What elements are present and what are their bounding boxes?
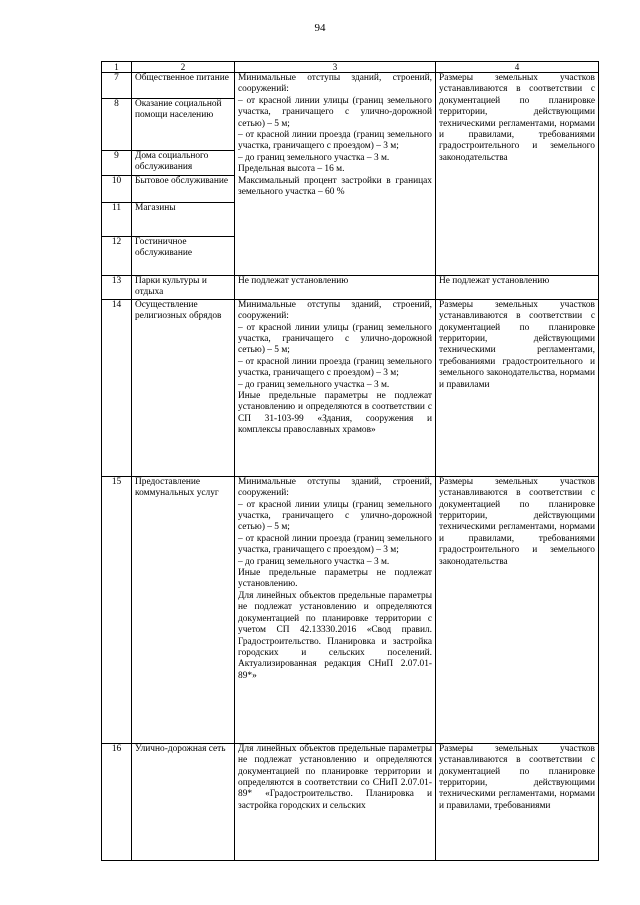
size-line: Размеры земельных участков устанавливаются в соответствии с документацией по планировке территории, действующими техническими регламентами, нормами и правилами, требованиями градостроительного и земельного законодательства xyxy=(439,476,595,567)
table-row xyxy=(102,299,599,476)
size-line: Размеры земельных участков устанавливаются в соответствии с документацией по планировке территории, действующими техническими регламентами, нормами и правилами, требованиями xyxy=(439,743,595,811)
param-line: – от красной линии улицы (границ земельного участка, граничащего с улично-дорожной сетью) – 5 м; xyxy=(238,499,432,533)
table-row xyxy=(102,276,599,300)
param-line: Предельная высота – 16 м. xyxy=(238,164,345,175)
row-name: Оказание социальной помощи населению xyxy=(132,99,235,151)
row-sizes xyxy=(436,299,599,476)
table-header-row xyxy=(102,62,599,73)
row-sizes xyxy=(436,743,599,860)
row-name: Предоставление коммунальных услуг xyxy=(132,476,235,743)
param-line: Иные предельные параметры не подлежат установлению и определяются в соответствии с СП 31-103-99 «Здания, сооружения и комплексы православных храмов» xyxy=(238,391,432,436)
row-number: 16 xyxy=(102,743,132,860)
param-line: Для линейных объектов предельные параметры не подлежат установлению и определяются документацией по планировке территории и определяются в соответствии со СНиП 2.07.01-89* «Градостроительство. Планировка и застройка городских и сельских xyxy=(238,743,432,811)
row-name: Магазины xyxy=(132,203,235,237)
row-number: 7 xyxy=(102,73,132,99)
header-col-3: 3 xyxy=(235,62,436,73)
param-line: Минимальные отступы зданий, строений, сооружений: xyxy=(238,73,432,95)
size-line: Размеры земельных участков устанавливаются в соответствии с документацией по планировке территории, действующими техническими регламентами, требованиями градостроительного и земельного законодательства, нормами и правилами xyxy=(439,299,595,390)
size-line: Размеры земельных участков устанавливаются в соответствии с документацией по планировке территории, действующими техническими регламентами, нормами и правилами, требованиями градостроительного и земельного законодательства xyxy=(439,73,595,163)
row-params xyxy=(235,276,436,300)
param-line: Иные предельные параметры не подлежат установлению. xyxy=(238,568,432,590)
row-sizes xyxy=(436,73,599,276)
param-line: – до границ земельного участка – 3 м. xyxy=(238,379,390,390)
row-name: Улично-дорожная сеть xyxy=(132,743,235,860)
row-number: 14 xyxy=(102,299,132,476)
header-col-2: 2 xyxy=(132,62,235,73)
param-line: – от красной линии улицы (границ земельного участка, граничащего с улично-дорожной сетью) – 5 м; xyxy=(238,322,432,356)
param-line: – до границ земельного участка – 3 м. xyxy=(238,556,390,567)
row-params xyxy=(235,476,436,743)
row-name: Дома социального обслуживания xyxy=(132,151,235,176)
row-name: Бытовое обслуживание xyxy=(132,176,235,203)
param-line: Минимальные отступы зданий, строений, сооружений: xyxy=(238,299,432,322)
param-line: Для линейных объектов предельные параметры не подлежат установлению и определяются документацией по планировке территории с учетом СП 42.13330.2016 «Свод правил. Градостроительство. Планировка и застройка городских и сельских поселений. Актуализированная редакция СНиП 2.07.01-89*» xyxy=(238,590,432,681)
row-number: 8 xyxy=(102,99,132,151)
header-col-1: 1 xyxy=(102,62,132,73)
param-line: Максимальный процент застройки в границах земельного участка – 60 % xyxy=(238,175,432,198)
param-line: Не подлежат установлению xyxy=(238,276,349,286)
row-number: 12 xyxy=(102,237,132,276)
param-line: – от красной линии проезда (границ земельного участка, граничащего с проездом) – 3 м; xyxy=(238,533,432,556)
param-line: – до границ земельного участка – 3 м. xyxy=(238,152,390,163)
row-number: 13 xyxy=(102,276,132,300)
row-name: Общественное питание xyxy=(132,73,235,99)
row-params xyxy=(235,299,436,476)
table-row xyxy=(102,743,599,860)
header-col-4: 4 xyxy=(436,62,599,73)
row-name: Осуществление религиозных обрядов xyxy=(132,299,235,476)
param-line: – от красной линии проезда (границ земельного участка, граничащего с проездом) – 3 м; xyxy=(238,356,432,379)
size-line: Не подлежат установлению xyxy=(439,276,550,286)
row-number: 11 xyxy=(102,203,132,237)
table-row xyxy=(102,476,599,743)
row-name: Парки культуры и отдыха xyxy=(132,276,235,300)
row-number: 10 xyxy=(102,176,132,203)
page-number: 94 xyxy=(314,22,326,34)
row-sizes xyxy=(436,476,599,743)
param-line: Минимальные отступы зданий, строений, сооружений: xyxy=(238,476,432,499)
row-number: 9 xyxy=(102,151,132,176)
row-params xyxy=(235,73,436,276)
regulations-table xyxy=(101,61,599,861)
row-number: 15 xyxy=(102,476,132,743)
row-sizes xyxy=(436,276,599,300)
param-line: – от красной линии улицы (границ земельного участка, граничащего с улично-дорожной сетью) – 5 м; xyxy=(238,95,432,129)
row-name: Гостиничное обслуживание xyxy=(132,237,235,276)
table-row xyxy=(102,73,599,99)
param-line: – от красной линии проезда (границ земельного участка, граничащего с проездом) – 3 м; xyxy=(238,130,432,152)
row-params xyxy=(235,743,436,860)
